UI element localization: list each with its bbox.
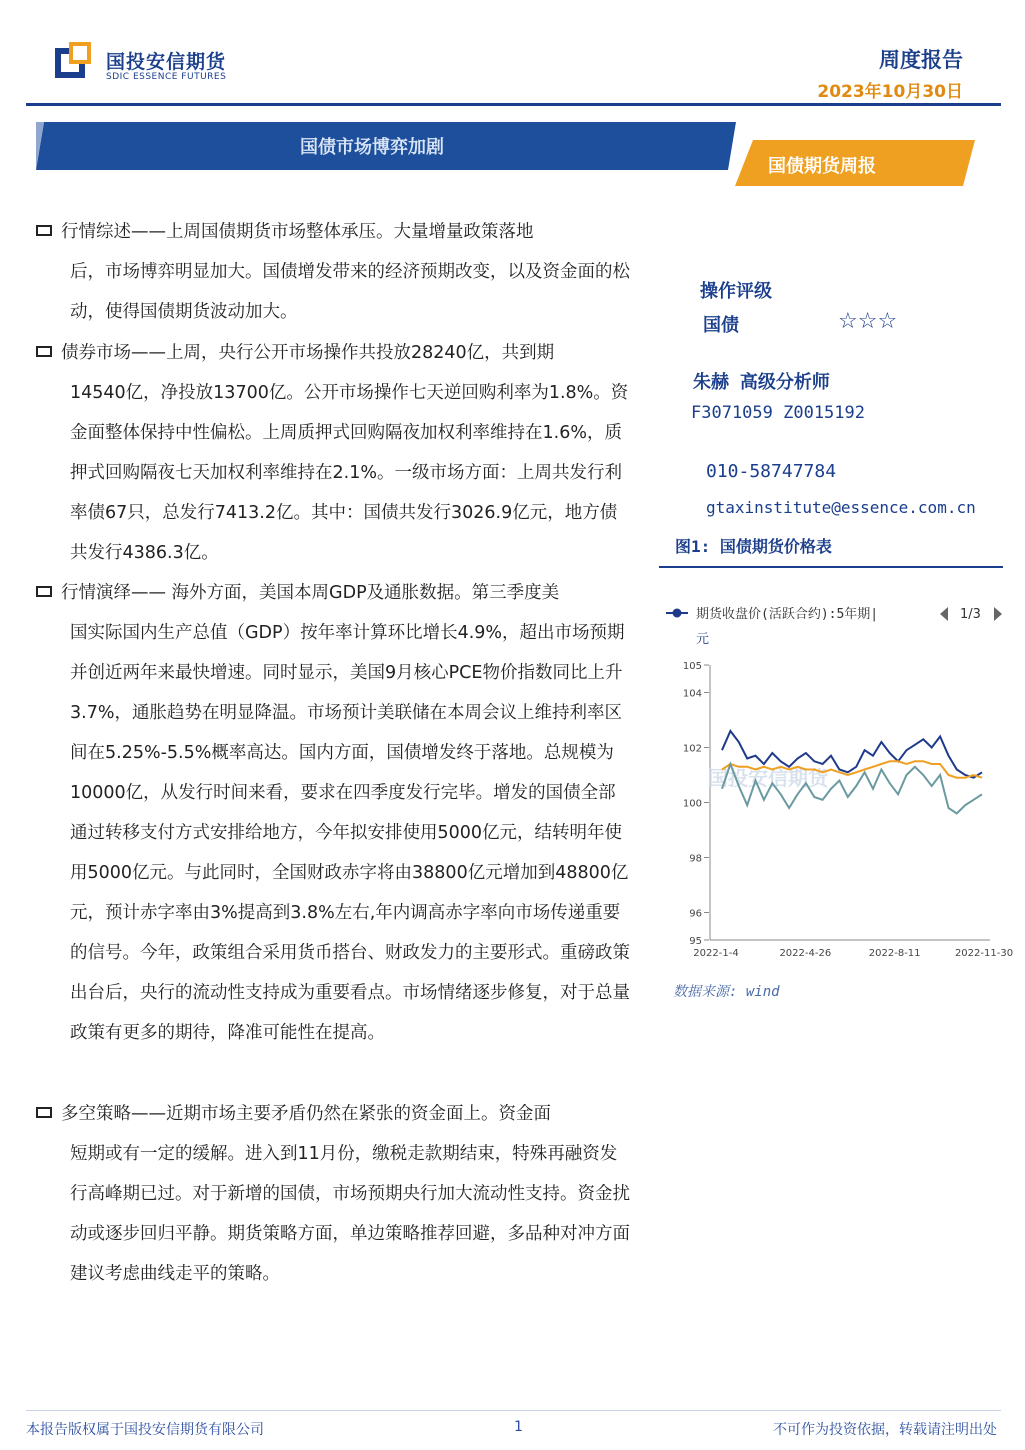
- paragraph-summary: [36, 212, 631, 332]
- report-date: 2023年10月30日: [817, 82, 963, 102]
- page-number: 1: [514, 1419, 523, 1435]
- paragraph-bond-market: [36, 333, 631, 573]
- x-tick-label: 2022-11-30: [954, 948, 1014, 959]
- paragraph-first-line: 多空策略——近期市场主要矛盾仍然在紧张的资金面上。资金面: [61, 1104, 551, 1124]
- analyst-phone: 010-58747784: [706, 461, 837, 482]
- legend-prev-icon: [940, 607, 948, 621]
- figure-title: 图1: 国债期货价格表: [675, 537, 832, 556]
- report-type: 周度报告: [879, 48, 963, 72]
- futures-price-chart: [660, 595, 1014, 970]
- bullet-icon: [36, 1107, 52, 1118]
- legend-marker-icon: [673, 609, 682, 618]
- paragraph-first-line: 债券市场——上周，央行公开市场操作共投放28240亿，共到期: [61, 343, 555, 363]
- company-name-cn: 国投安信期货: [106, 51, 227, 73]
- analyst-name: 朱赫 高级分析师: [693, 372, 830, 393]
- rating-stars-icon: ☆☆☆: [838, 309, 898, 334]
- y-tick-label: 95: [689, 936, 702, 947]
- legend-unit: 元: [696, 632, 710, 647]
- paragraph-rest: 国实际国内生产总值（GDP）按年率计算环比增长4.9%，超出市场预期并创近两年来最快增速。同时显示，美国9月核心PCE物价指数同比上升3.7%，通胀趋势在明显降温。市场预计美联储在本周会议上维持利率区间在5.25%-5.5%概率高达。国内方面，国债增发终于落地。总规模为10000亿，从发行时间来看，要求在四季度发行完毕。增发的国债全部通过转移支付方式安排给地方，今年拟安排使用5000亿元，结转明年使用5000亿元。与此同时，全国财政赤字将由38800亿元增加到48800亿元，预计赤字率由3%提高到3.8%左右,年内调高赤字率向市场传递重要的信号。今年，政策组合采用货币搭台、财政发力的主要形式。重磅政策出台后，央行的流动性支持成为重要看点。市场情绪逐步修复，对于总量政策有更多的期待，降准可能性在提高。: [70, 623, 630, 1043]
- chart-watermark: 国投安信期货: [708, 766, 828, 790]
- y-tick-label: 104: [682, 688, 702, 700]
- analyst-id: F3071059 Z0015192: [691, 403, 865, 423]
- paragraph-rest: 短期或有一定的缓解。进入到11月份，缴税走款期结束，特殊再融资发行高峰期已过。对于新增的国债，市场预期央行加大流动性支持。资金扰动或逐步回归平静。期货策略方面，单边策略推荐回避，多品种对冲方面建议考虑曲线走平的策略。: [70, 1144, 630, 1284]
- legend-label: 期货收盘价(活跃合约):5年期|: [696, 607, 879, 622]
- category-tag-label: 国债期货周报: [768, 156, 876, 177]
- x-tick-label: 2022-1-4: [693, 948, 739, 959]
- paragraph-rest: 后，市场博弈明显加大。国债增发带来的经济预期改变，以及资金面的松动，使得国债期货波动加大。: [70, 262, 630, 322]
- footer-divider: [26, 1410, 1001, 1411]
- company-name-en: SDIC ESSENCE FUTURES: [106, 72, 227, 82]
- paragraph-market-analysis: [36, 573, 631, 1053]
- legend-next-icon: [994, 607, 1002, 621]
- bullet-icon: [36, 225, 52, 236]
- bullet-icon: [36, 346, 52, 357]
- y-tick-label: 98: [689, 853, 702, 865]
- rating-item: 国债: [703, 315, 739, 336]
- data-source: 数据来源: wind: [673, 984, 780, 1000]
- legend-pager: 1/3: [960, 607, 981, 622]
- paragraph-first-line: 行情综述——上周国债期货市场整体承压。大量增量政策落地: [61, 222, 534, 242]
- paragraph-rest: 14540亿，净投放13700亿。公开市场操作七天逆回购利率为1.8%。资金面整体保持中性偏松。上周质押式回购隔夜加权利率维持在1.6%，质押式回购隔夜七天加权利率维持在2.1%。一级市场方面：上周共发行利率债67只，总发行7413.2亿。其中：国债共发行3026.9亿元，地方债共发行4386.3亿。: [70, 383, 629, 563]
- rating-label: 操作评级: [700, 281, 772, 302]
- bullet-icon: [36, 586, 52, 597]
- y-tick-label: 105: [682, 661, 702, 672]
- x-tick-label: 2022-4-26: [779, 948, 832, 959]
- paragraph-strategy: [36, 1094, 631, 1294]
- y-tick-label: 102: [682, 743, 702, 755]
- y-tick-label: 96: [689, 908, 702, 920]
- y-tick-label: 100: [682, 798, 702, 810]
- header-divider: [26, 103, 1001, 106]
- footer-copyright: 本报告版权属于国投安信期货有限公司: [26, 1422, 264, 1438]
- x-tick-label: 2022-8-11: [868, 948, 921, 959]
- paragraph-first-line: 行情演绎—— 海外方面，美国本周GDP及通胀数据。第三季度美: [61, 583, 560, 603]
- figure-divider: [659, 566, 1003, 568]
- footer-disclaimer: 不可作为投资依据，转载请注明出处: [773, 1422, 997, 1438]
- analyst-email[interactable]: gtaxinstitute@essence.com.cn: [706, 498, 976, 517]
- report-title: 国债市场博弈加剧: [300, 137, 444, 158]
- company-logo-icon: [55, 42, 95, 82]
